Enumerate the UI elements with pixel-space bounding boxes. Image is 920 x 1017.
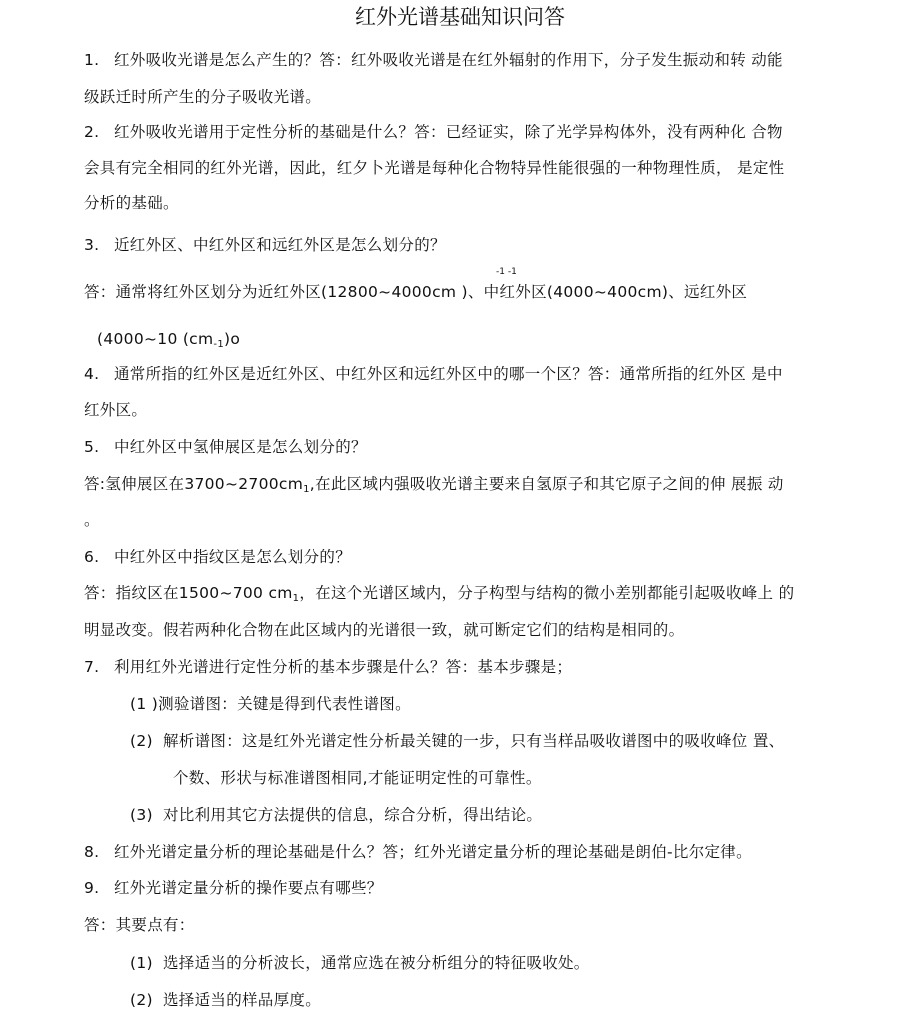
- q1-text-1: 红外吸收光谱是怎么产生的？答：红外吸收光谱是在红外辐射的作用下，分子发生振动和转 动能: [114, 51, 783, 69]
- q2-line-2: 会具有完全相同的红外光谱，因此，红夕卜光谱是每种化合物特异性能很强的一种物理性质， 是定性: [84, 159, 785, 177]
- q4-line-2: 红外区。: [84, 401, 148, 419]
- q7-step-2-text: 解析谱图：这是红外光谱定性分析最关键的一步，只有当样品吸收谱图中的吸收峰位 置、: [163, 732, 785, 750]
- q2-line-3: 分析的基础。: [84, 194, 179, 212]
- q5-answer-a: 答:氢伸展区在3700~2700cm: [84, 475, 304, 493]
- q3-answer-1: 答：通常将红外区划分为近红外区(12800~4000cm )、中红外区(4000~400cm)、远红外区: [84, 283, 748, 301]
- q9-number: 9.: [84, 879, 100, 897]
- q5-number: 5.: [84, 438, 100, 456]
- q7-line-1: [84, 655, 572, 679]
- q9-answer: 答：其要点有：: [84, 916, 195, 934]
- q5-answer-b: ,在此区域内强吸收光谱主要来自氢原子和其它原子之间的伸 展振 动: [309, 475, 784, 493]
- q6-answer-1: [84, 581, 794, 611]
- q4-number: 4.: [84, 365, 100, 383]
- q7-number: 7.: [84, 658, 100, 676]
- q9-point-1-text: 选择适当的分析波长，通常应选在被分析组分的特征吸收处。: [163, 954, 590, 972]
- q4-text-1: 通常所指的红外区是近红外区、中红外区和远红外区中的哪一个区？答：通常所指的红外区 是中: [114, 365, 783, 383]
- q5-answer-end: 。: [84, 511, 100, 529]
- q9-point-2-text: 选择适当的样品厚度。: [163, 991, 322, 1009]
- q9-point-1: [130, 951, 590, 975]
- q6-question-text: 中红外区中指纹区是怎么划分的？: [114, 548, 352, 566]
- q8-text-1: 红外光谱定量分析的理论基础是什么？答；红外光谱定量分析的理论基础是朗伯-比尔定律。: [114, 843, 752, 861]
- q7-text-1: 利用红外光谱进行定性分析的基本步骤是什么？答：基本步骤是；: [114, 658, 573, 676]
- q2-number: 2.: [84, 123, 100, 141]
- page-title: 红外光谱基础知识问答: [355, 5, 565, 29]
- q2-text-1: 红外吸收光谱用于定性分析的基础是什么？答：已经证实，除了光学异构体外，没有两种化 合物: [114, 123, 783, 141]
- q9-question-text: 红外光谱定量分析的操作要点有哪些？: [114, 879, 383, 897]
- q5-question-text: 中红外区中氢伸展区是怎么划分的？: [114, 438, 367, 456]
- q3-answer-2-sub: -1: [213, 339, 224, 350]
- q8-number: 8.: [84, 843, 100, 861]
- q1-number: 1.: [84, 51, 100, 69]
- q9-question: [84, 876, 383, 900]
- q3-answer-2-a: (4000~10 (cm: [97, 330, 214, 348]
- q5-answer-sub: 1: [303, 484, 310, 495]
- q8-line-1: [84, 840, 752, 864]
- q7-step-2: [130, 729, 784, 753]
- q3-number: 3.: [84, 236, 100, 254]
- q1-line-1: [84, 48, 783, 72]
- q6-answer-2: 明显改变。假若两种化合物在此区域内的光谱很一致，就可断定它们的结构是相同的。: [84, 621, 685, 639]
- q4-line-1: [84, 362, 783, 386]
- q9-point-1-number: (1): [130, 954, 153, 972]
- q7-step-2-line-2: 个数、形状与标准谱图相同,才能证明定性的可靠性。: [173, 769, 542, 787]
- q6-answer-sub: 1: [292, 593, 300, 604]
- q3-answer-2: [97, 327, 240, 357]
- q2-line-1: [84, 120, 783, 144]
- q6-answer-a: 答：指纹区在1500~700 cm: [84, 584, 293, 602]
- q7-step-2-number: (2): [130, 732, 153, 750]
- q6-question: [84, 545, 351, 569]
- q7-step-3-number: (3): [130, 806, 153, 824]
- q3-question-text: 近红外区、中红外区和远红外区是怎么划分的？: [114, 236, 446, 254]
- q7-step-3: [130, 803, 542, 827]
- q3-question: [84, 233, 446, 257]
- q7-step-1: (1 )测验谱图：关键是得到代表性谱图。: [130, 695, 411, 713]
- q7-step-3-text: 对比利用其它方法提供的信息，综合分析，得出结论。: [163, 806, 543, 824]
- q1-line-2: 级跃迁时所产生的分子吸收光谱。: [84, 88, 322, 106]
- q5-question: [84, 435, 367, 459]
- q9-point-2: [130, 988, 321, 1012]
- q3-superscript: -1 -1: [496, 267, 517, 277]
- q9-point-2-number: (2): [130, 991, 153, 1009]
- q3-answer-2-b: )o: [223, 330, 241, 348]
- q6-answer-b: ，在这个光谱区域内，分子构型与结构的微小差别都能引起吸收峰上 的: [299, 584, 795, 602]
- q6-number: 6.: [84, 548, 100, 566]
- q5-answer-1: [84, 472, 784, 502]
